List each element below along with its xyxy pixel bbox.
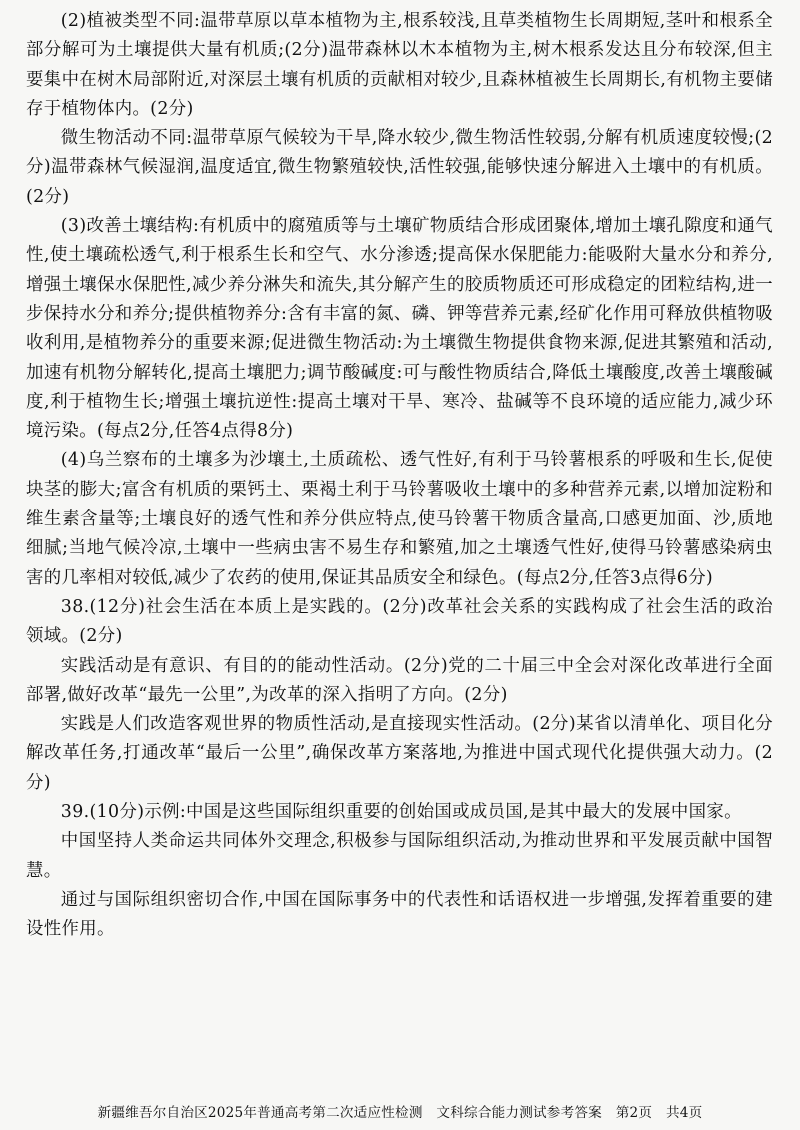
answer-paragraph-q38-practice-1: 实践活动是有意识、有目的的能动性活动。(2分)党的二十届三中全会对深化改革进行全面部署,做好改革“最先一公里”,为改革的深入指明了方向。(2分) bbox=[26, 655, 773, 705]
answer-paragraph-q38-practice-2: 实践是人们改造客观世界的物质性活动,是直接现实性活动。(2分)某省以清单化、项目化分解改革任务,打通改革“最后一公里”,确保改革方案落地,为推进中国式现代化提供强大动力。(2分) bbox=[26, 714, 773, 793]
page-footer: 新疆维吾尔自治区2025年普通高考第二次适应性检测 文科综合能力测试参考答案 第2页 共4页 bbox=[97, 1105, 703, 1121]
answer-paragraph-q39-cooperation: 通过与国际组织密切合作,中国在国际事务中的代表性和话语权进一步增强,发挥着重要的建设性作用。 bbox=[26, 889, 773, 940]
answer-paragraph-q39: 39.(10分)示例:中国是这些国际组织重要的创始国或成员国,是其中最大的发展中国家。 bbox=[60, 802, 742, 823]
answer-paragraph-q38: 38.(12分)社会生活在本质上是实践的。(2分)改革社会关系的实践构成了社会生活的政治领域。(2分) bbox=[26, 596, 773, 647]
answer-paragraph-potato: (4)乌兰察布的土壤多为沙壤土,土质疏松、透气性好,有利于马铃薯根系的呼吸和生长,促使块茎的膨大;富含有机质的栗钙土、栗褐土利于马铃薯吸收土壤中的多种营养元素,以增加淀粉和维生素含量等;土壤良好的透气性和养分供应特点,使马铃薯干物质含量高,口感更加面、沙,质地细腻;当地气候冷凉,土壤中一些病虫害不易生存和繁殖,加之土壤透气性好,使得马铃薯感染病虫害的几率相对较低,减少了农药的使用,保证其品质安全和绿色。(每点2分,任答3点得6分) bbox=[26, 450, 773, 588]
answer-paragraph-vegetation: (2)植被类型不同:温带草原以草本植物为主,根系较浅,且草类植物生长周期短,茎叶和根系全部分解可为土壤提供大量有机质;(2分)温带森林以木本植物为主,树木根系发达且分布较深,但主要集中在树木局部附近,对深层土壤有机质的贡献相对较少,且森林植被生长周期长,有机物主要储存于植物体内。(2分) bbox=[26, 11, 773, 119]
answer-paragraph-soil-structure: (3)改善土壤结构:有机质中的腐殖质等与土壤矿物质结合形成团聚体,增加土壤孔隙度和通气性,使土壤疏松透气,利于根系生长和空气、水分渗透;提高保水保肥能力:能吸附大量水分和养分,增强土壤保水保肥性,减少养分淋失和流失,其分解产生的胶质物质还可形成稳定的团粒结构,进一步保持水分和养分;提供植物养分:含有丰富的氮、磷、钾等营养元素,经矿化作用可释放供植物吸收利用,是植物养分的重要来源;促进微生物活动:为土壤微生物提供食物来源,促进其繁殖和活动,加速有机物分解转化,提高土壤肥力;调节酸碱度:可与酸性物质结合,降低土壤酸度,改善土壤酸碱度,利于植物生长;增强土壤抗逆性:提高土壤对干旱、寒冷、盐碱等不良环境的适应能力,减少环境污染。(每点2分,任答4点得8分) bbox=[26, 216, 773, 442]
answer-paragraph-q39-idea: 中国坚持人类命运共同体外交理念,积极参与国际组织活动,为推动世界和平发展贡献中国智慧。 bbox=[26, 831, 773, 881]
answer-paragraph-microbes: 微生物活动不同:温带草原气候较为干旱,降水较少,微生物活性较弱,分解有机质速度较慢;(2分)温带森林气候湿润,温度适宜,微生物繁殖较快,活性较强,能够快速分解进入土壤中的有机质。(2分) bbox=[26, 128, 773, 207]
